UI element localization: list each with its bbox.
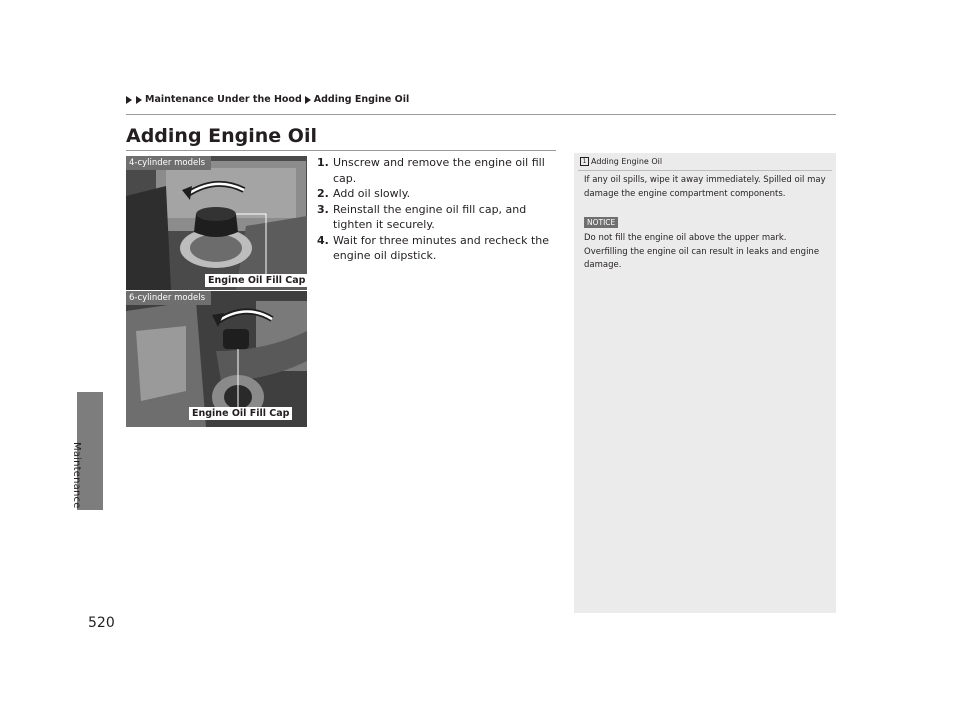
sidebar-paragraph: If any oil spills, wipe it away immediately. Spilled oil may damage the engine compartment components. <box>584 175 826 199</box>
title-rule <box>126 150 556 151</box>
reference-mark-icon: 1 <box>580 157 589 166</box>
breadcrumb-current: Adding Engine Oil <box>313 94 410 105</box>
notice-badge: NOTICE <box>584 217 618 228</box>
steps-list <box>317 155 567 264</box>
sidebar-rule <box>578 170 832 171</box>
figure-6-cylinder <box>126 291 307 427</box>
figure-caption: Engine Oil Fill Cap <box>205 274 307 287</box>
figure-caption: Engine Oil Fill Cap <box>189 407 292 420</box>
page-title: Adding Engine Oil <box>126 125 317 147</box>
breadcrumb-arrow-icon <box>305 96 311 104</box>
figure-tag: 4-cylinder models <box>126 156 211 170</box>
figure-tag: 6-cylinder models <box>126 291 211 305</box>
sidebar-heading <box>580 157 662 166</box>
engine-photo-4cyl <box>126 156 307 290</box>
step-4 <box>317 233 567 264</box>
step-number: 4. <box>317 233 329 247</box>
breadcrumb-arrow-icon <box>126 96 132 104</box>
step-2 <box>317 186 567 202</box>
breadcrumb <box>126 94 409 105</box>
sidebar-paragraph: Do not fill the engine oil above the upper mark. Overfilling the engine oil can result in leaks and engine damage. <box>584 233 820 270</box>
step-text: Reinstall the engine oil fill cap, and tighten it securely. <box>333 202 527 231</box>
step-1 <box>317 155 567 186</box>
figure-4-cylinder <box>126 156 307 290</box>
breadcrumb-arrow-icon <box>136 96 142 104</box>
step-text: Wait for three minutes and recheck the engine oil dipstick. <box>333 233 550 262</box>
sidebar-heading-text: Adding Engine Oil <box>591 157 663 166</box>
breadcrumb-section[interactable]: Maintenance Under the Hood <box>145 94 302 105</box>
step-number: 1. <box>317 156 329 169</box>
note-sidebar <box>574 153 836 613</box>
step-number: 2. <box>317 187 329 200</box>
step-3 <box>317 202 567 233</box>
step-number: 3. <box>317 202 329 216</box>
page-number: 520 <box>88 615 115 631</box>
header-rule <box>126 114 836 115</box>
step-text: Unscrew and remove the engine oil fill cap. <box>333 156 545 185</box>
section-tab-label: Maintenance <box>71 442 82 509</box>
step-text: Add oil slowly. <box>333 187 411 200</box>
